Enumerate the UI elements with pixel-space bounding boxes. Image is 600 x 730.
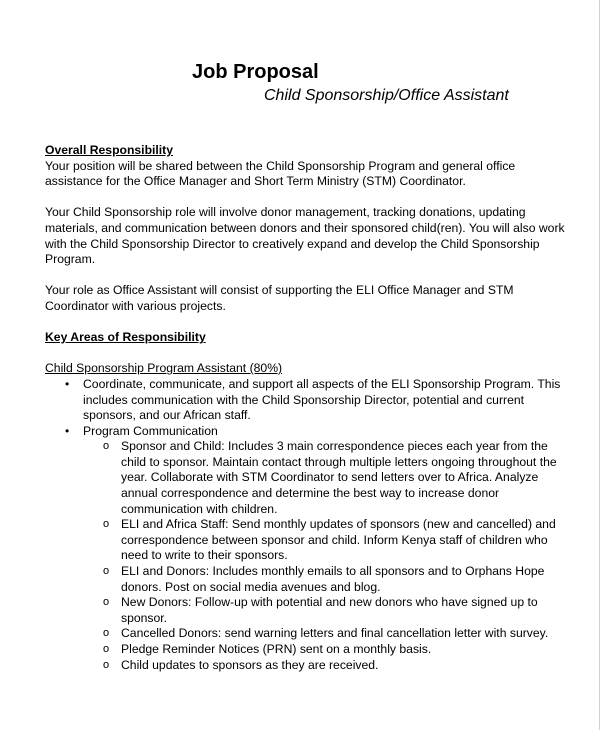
list-item-text: Coordinate, communicate, and support all aspects of the ELI Sponsorship Program. This includes communication with the Child Sponsorship Director, potential and current sponsors, and our African staff. (83, 376, 561, 423)
communication-sublist (83, 439, 565, 673)
list-item-text: New Donors: Follow-up with potential and new donors who have signed up to sponsor. (121, 595, 538, 625)
circle-bullet-icon: o (103, 643, 110, 655)
list-item (103, 657, 565, 674)
bullet-icon: • (65, 423, 70, 438)
list-item (103, 642, 565, 658)
role-subheading: Child Sponsorship Program Assistant (80%) (45, 361, 283, 376)
paragraph-2: Your Child Sponsorship role will involve donor management, tracking donations, updating materials, and communication between donors and their sponsored child(ren). You will also work with the Child Sponsorship Director to creatively expand and develop the Child Sponsorship Program. (45, 205, 565, 267)
circle-bullet-icon: o (103, 596, 110, 609)
list-item-text: ELI and Africa Staff: Send monthly updates of sponsors (new and cancelled) and correspondence between sponsor and child. Inform Kenya staff of children who need to write to their sponsors. (121, 517, 556, 563)
list-item-text: Cancelled Donors: send warning letters and final cancellation letter with survey. (121, 626, 549, 641)
paragraph-3: Your role as Office Assistant will consist of supporting the ELI Office Manager and STM Coordinator with various projects. (45, 283, 514, 313)
section-heading-key-areas: Key Areas of Responsibility (45, 330, 206, 345)
circle-bullet-icon: o (103, 658, 110, 671)
spacer (45, 268, 565, 284)
list-item (65, 423, 565, 674)
document-subtitle: Child Sponsorship/Office Assistant (264, 87, 509, 104)
section-heading-overall: Overall Responsibility (45, 143, 174, 157)
list-item (65, 376, 565, 424)
spacer (45, 346, 565, 362)
circle-bullet-icon: o (103, 440, 110, 453)
list-item-text: Child updates to sponsors as they are received. (121, 657, 379, 672)
list-item-text: Pledge Reminder Notices (PRN) sent on a monthly basis. (121, 642, 432, 656)
list-item (103, 439, 565, 517)
list-item-text: Sponsor and Child: Includes 3 main correspondence pieces each year from the child to sponsor. Maintain contact through multiple letters ongoing throughout the year. Collaborate with STM Coordinator to send letters over to Africa. Analyze annual correspondence and determine the best way to increase donor communication with children. (121, 439, 557, 516)
circle-bullet-icon: o (103, 518, 110, 531)
list-item (103, 595, 565, 626)
spacer (45, 315, 565, 331)
circle-bullet-icon: o (103, 565, 110, 578)
circle-bullet-icon: o (103, 627, 110, 640)
paragraph-1: Your position will be shared between the Child Sponsorship Program and general office assistance for the Office Manager and Short Term Ministry (STM) Coordinator. (45, 158, 516, 189)
list-item (103, 626, 565, 642)
document-body (45, 143, 565, 673)
document-title: Job Proposal (192, 61, 319, 83)
list-item-text: Program Communication (83, 423, 218, 438)
responsibility-list (45, 377, 565, 673)
spacer (45, 190, 565, 206)
bullet-icon: • (65, 376, 70, 391)
list-item (103, 564, 565, 595)
list-item-text: ELI and Donors: Includes monthly emails to all sponsors and to Orphans Hope donors. Post on social media avenues and blog. (121, 564, 545, 594)
list-item (103, 517, 565, 564)
